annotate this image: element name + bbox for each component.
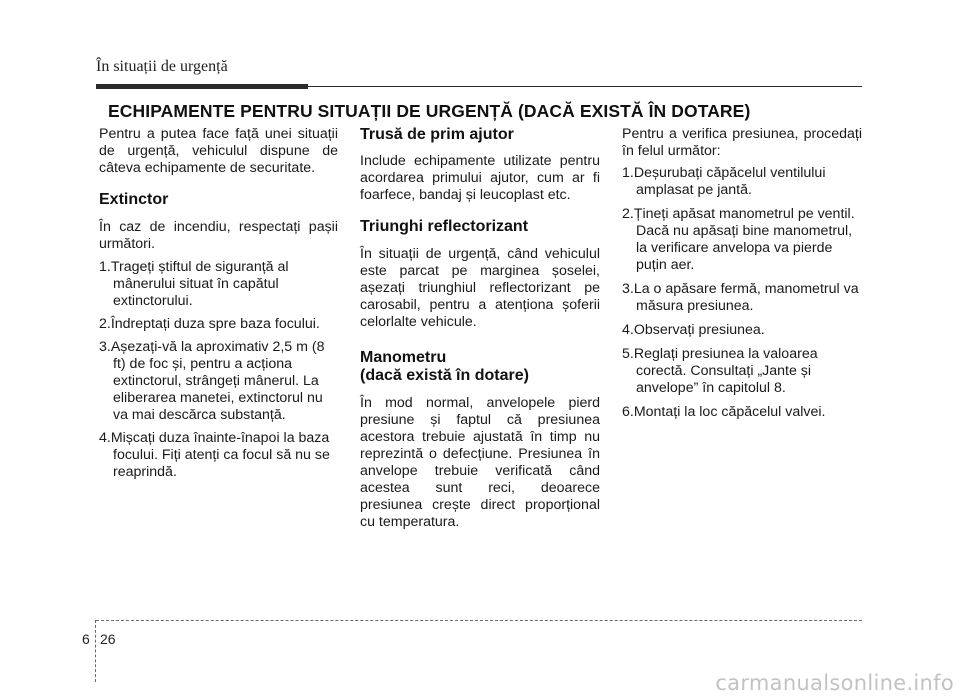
list-item: 1.Deșurubați căpăcelul ventilului amplasat pe jantă. [622,165,826,198]
trusa-text: Include echipamente utilizate pentru acordarea primului ajutor, cum ar fi foarfece, bandaj și leucoplast etc. [360,153,600,203]
intro-paragraph: Pentru a putea face față unei situații de urgență, vehiculul dispune de câteva echipamente de securitate. [99,126,338,176]
list-item: 4.Observați presiunea. [622,322,765,338]
list-item: 2.Îndreptați duza spre baza focului. [99,316,320,332]
list-item: 3.La o apăsare fermă, manometrul va măsura presiunea. [622,281,859,314]
manometru-text: În mod normal, anvelopele pierd presiune și faptul că presiunea acestora trebuie ajustată în timp nu reprezintă o defecțiune. Presiunea în anvelope trebuie verificată când acestea sunt reci, deoarece presiunea crește direct proporțional cu temperatura. [360,395,600,530]
header-bar-thin [96,86,862,87]
extinctor-steps [99,259,338,481]
pressure-steps [622,165,862,421]
list-item: 4.Mișcați duza înainte-înapoi la baza focului. Fiți atenți ca focul să nu se reaprindă. [99,430,330,480]
trusa-heading: Trusă de prim ajutor [360,126,514,143]
list-item: 1.Trageți știftul de siguranță al mânerului situat în capătul extinctorului. [99,259,289,309]
list-item: 5.Reglați presiunea la valoarea corectă. Consultați „Jante și anvelope” în capitolul 8. [622,346,818,396]
manometru-heading [360,349,600,385]
manometru-heading-line-1: Manometru [360,349,447,366]
footer-vertical-rule [95,620,96,682]
column-1 [99,126,338,487]
list-item: 2.Țineți apăsat manometrul pe ventil. Dacă nu apăsați bine manometrul, la verificare anvelopa va pierde puțin aer. [622,206,855,273]
column-2 [360,126,600,541]
chapter-number: 6 [82,631,90,647]
extinctor-text: În caz de incendiu, respectați pașii următori. [99,219,338,252]
list-item: 6.Montați la loc căpăcelul valvei. [622,404,826,420]
extinctor-heading: Extinctor [99,191,169,208]
section-title: ECHIPAMENTE PENTRU SITUAȚII DE URGENȚĂ (DACĂ EXISTĂ ÎN DOTARE) [108,101,751,121]
page-number: 26 [100,631,116,647]
column-3 [622,126,862,428]
triunghi-text: În situații de urgență, când vehiculul este parcat pe marginea șoselei, așezați triunghiul reflectorizant pe carosabil, pentru a atenționa șoferii celorlalte vehicule. [360,246,600,330]
manometru-heading-line-2: (dacă există în dotare) [360,367,529,384]
footer-rule [96,620,862,621]
list-item: 3.Așezați-vă la aproximativ 2,5 m (8 ft) de foc și, pentru a acționa extinctorul, strângeți mânerul. La eliberarea manetei, extinctorul nu va mai descărca substanță. [99,339,325,423]
running-head: În situații de urgență [96,58,228,75]
watermark: carmanualsonline.info [715,671,954,695]
triunghi-heading: Triunghi reflectorizant [360,218,529,235]
pressure-intro: Pentru a verifica presiunea, procedați în felul următor: [622,126,862,159]
